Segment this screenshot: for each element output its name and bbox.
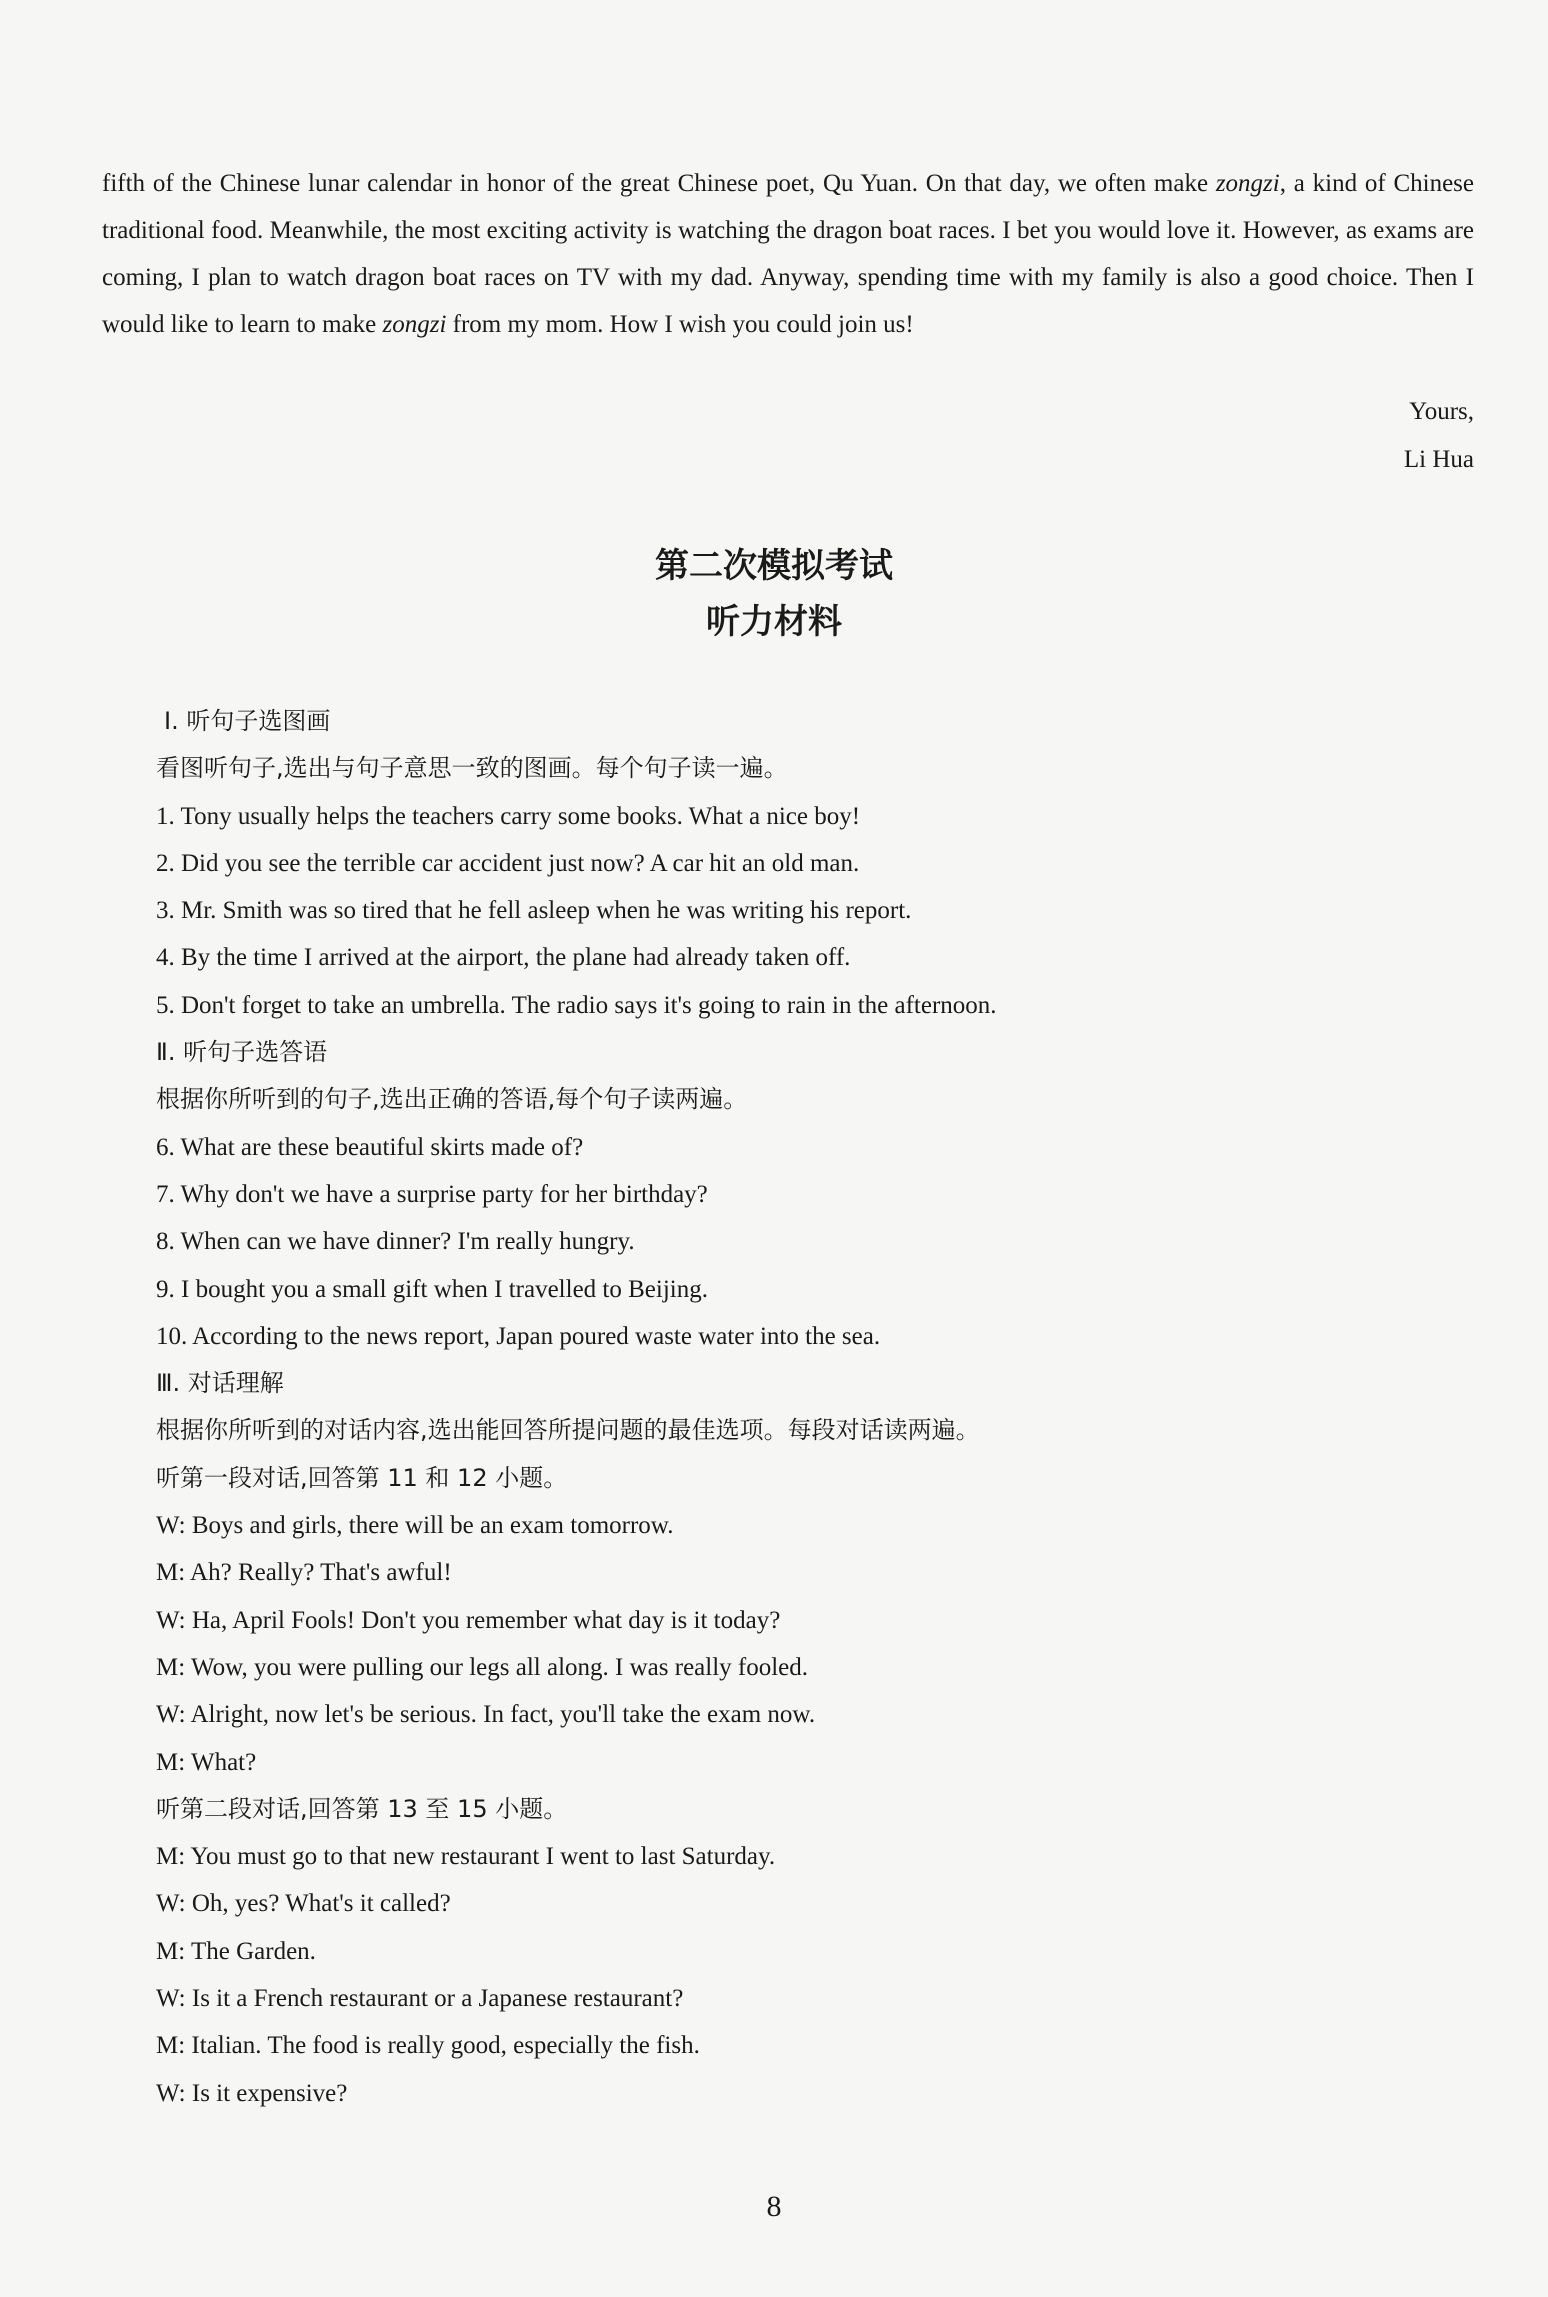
letter-text: , a kind of Chinese traditional food. Meanwhile, the most exciting activity is watching the dragon boat races. I bet you would love it. However, as exams are coming, I plan to watch dragon boat races on TV with my dad. Anyway, spending time with my family is also a good choice. Then I would like to learn to make [102,170,1474,338]
dialogue-line: M: Wow, you were pulling our legs all along. I was really fooled. [156,1653,809,1681]
dialogue-line: W: Boys and girls, there will be an exam tomorrow. [156,1512,674,1540]
instruction-text: 看图听句子,选出与句子意思一致的图画。每个句子读一遍。 [156,754,788,783]
sentence-item: 6. What are these beautiful skirts made of? [156,1133,584,1161]
section-heading-3: Ⅲ. 对话理解 [156,1369,284,1398]
dialogue-line: W: Is it a French restaurant or a Japanese restaurant? [156,1985,684,2013]
listening-material [156,698,1486,2117]
dialogue-intro: 听第二段对话,回答第 13 至 15 小题。 [156,1794,568,1823]
section-heading-1: Ⅰ. 听句子选图画 [164,707,331,735]
dialogue-line: W: Ha, April Fools! Don't you remember what day is it today? [156,1606,781,1634]
sentence-item: 4. By the time I arrived at the airport, the plane had already taken off. [156,944,851,972]
instruction-text: 根据你所听到的句子,选出正确的答语,每个句子读两遍。 [156,1085,748,1114]
dialogue-line: W: Is it expensive? [156,2079,348,2107]
letter-closing: Yours, [1409,398,1474,425]
dialogue-line: W: Oh, yes? What's it called? [156,1890,451,1918]
dialogue-line: M: Italian. The food is really good, especially the fish. [156,2032,700,2060]
sentence-item: 8. When can we have dinner? I'm really hungry. [156,1228,635,1256]
page-number: 8 [766,2190,782,2223]
exam-title: 第二次模拟考试 [655,546,893,586]
sentence-item: 5. Don't forget to take an umbrella. The radio says it's going to rain in the afternoon. [156,991,997,1019]
dialogue-intro: 听第一段对话,回答第 11 和 12 小题。 [156,1463,568,1492]
sentence-item: 3. Mr. Smith was so tired that he fell asleep when he was writing his report. [156,897,912,925]
dialogue-line: M: Ah? Really? That's awful! [156,1559,452,1587]
letter-paragraph [102,160,1474,348]
letter-signature: Li Hua [1403,446,1474,473]
letter-text: fifth of the Chinese lunar calendar in honor of the great Chinese poet, Qu Yuan. On that day, we often make [102,170,1216,197]
section-heading-2: Ⅱ. 听句子选答语 [156,1038,328,1067]
sentence-item: 9. I bought you a small gift when I travelled to Beijing. [156,1275,708,1303]
letter-text: from my mom. How I wish you could join us! [446,311,914,338]
sentence-item: 7. Why don't we have a surprise party for her birthday? [156,1180,708,1208]
instruction-text: 根据你所听到的对话内容,选出能回答所提问题的最佳选项。每段对话读两遍。 [156,1416,980,1445]
dialogue-line: W: Alright, now let's be serious. In fact, you'll take the exam now. [156,1701,816,1729]
dialogue-line: M: The Garden. [156,1937,316,1965]
dialogue-line: M: What? [156,1748,257,1776]
sentence-item: 10. According to the news report, Japan poured waste water into the sea. [156,1322,881,1350]
sentence-item: 2. Did you see the terrible car accident just now? A car hit an old man. [156,849,860,877]
sentence-item: 1. Tony usually helps the teachers carry some books. What a nice boy! [156,802,861,830]
dialogue-line: M: You must go to that new restaurant I went to last Saturday. [156,1843,776,1871]
letter-italic-term: zongzi [382,311,447,338]
letter-italic-term: zongzi [1215,170,1280,197]
exam-subtitle: 听力材料 [706,602,842,642]
